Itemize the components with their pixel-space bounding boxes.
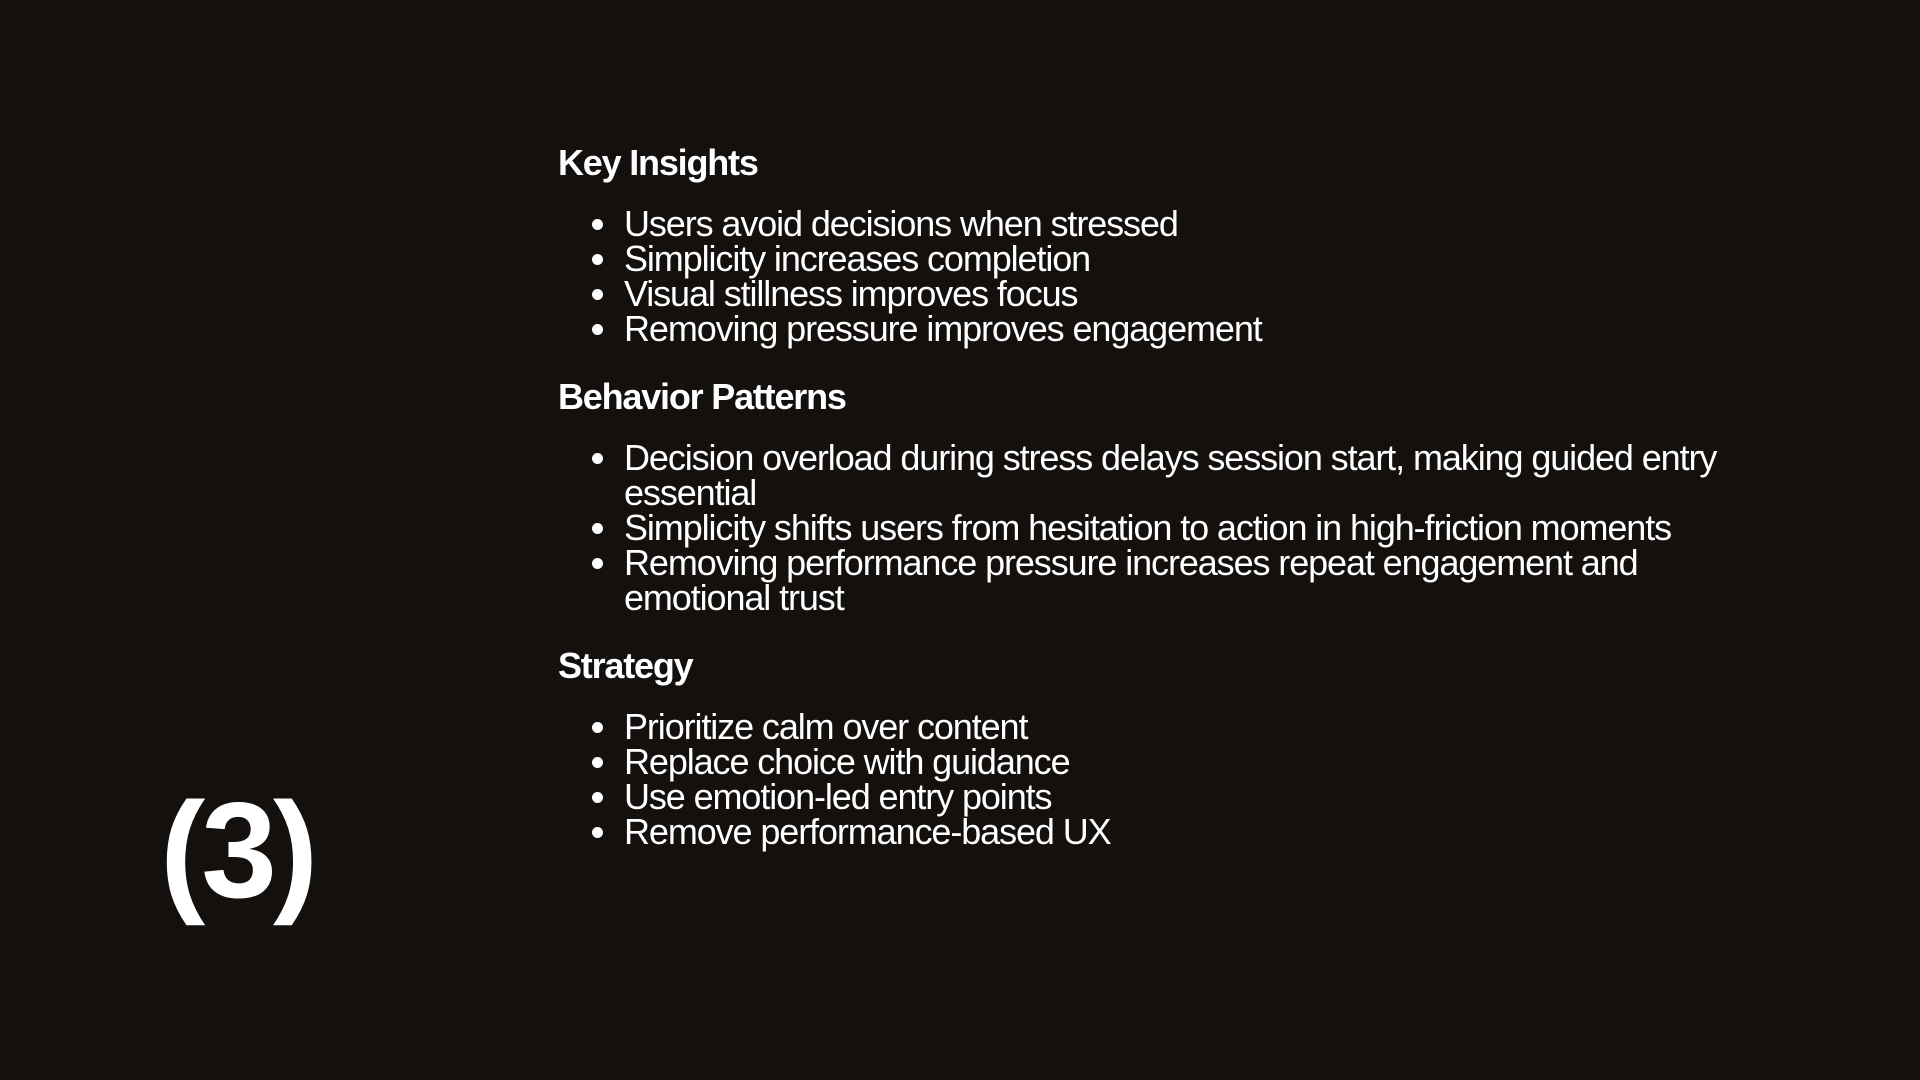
bullet-list [558, 706, 1778, 852]
list-item-text: Users avoid decisions when stressed [624, 203, 1178, 244]
list-item [558, 507, 1778, 548]
list-item-text: Prioritize calm over content [624, 706, 1028, 747]
list-item-text: Decision overload during stress delays session start, making guided entry essential [624, 437, 1717, 513]
bullet-icon [592, 827, 603, 838]
section-strategy [558, 643, 1778, 852]
bullet-icon [592, 453, 603, 464]
bullet-icon [592, 324, 603, 335]
list-item-text: Simplicity shifts users from hesitation to action in high-friction moments [624, 507, 1672, 548]
bullet-icon [592, 219, 603, 230]
section-heading: Key Insights [558, 142, 758, 183]
bullet-icon [592, 757, 603, 768]
list-item-text: Remove performance-based UX [624, 811, 1111, 852]
list-item [558, 776, 1778, 817]
content-area [558, 140, 1778, 877]
list-item-text: Removing pressure improves engagement [624, 308, 1262, 349]
list-item [558, 238, 1778, 279]
bullet-list [558, 437, 1778, 618]
list-item [558, 203, 1778, 244]
section-key-insights [558, 140, 1778, 349]
list-item-text: Removing performance pressure increases repeat engagement and emotional trust [624, 542, 1638, 618]
list-item [558, 741, 1778, 782]
list-item [558, 273, 1778, 314]
bullet-icon [592, 722, 603, 733]
list-item [558, 542, 1778, 618]
list-item [558, 308, 1778, 349]
slide-number: (3) [160, 774, 315, 926]
list-item-text: Use emotion-led entry points [624, 776, 1052, 817]
list-item-text: Visual stillness improves focus [624, 273, 1078, 314]
section-heading: Strategy [558, 645, 693, 686]
list-item [558, 437, 1778, 513]
list-item [558, 811, 1778, 852]
bullet-icon [592, 289, 603, 300]
bullet-icon [592, 558, 603, 569]
list-item-text: Simplicity increases completion [624, 238, 1091, 279]
bullet-icon [592, 523, 603, 534]
list-item-text: Replace choice with guidance [624, 741, 1070, 782]
bullet-icon [592, 792, 603, 803]
list-item [558, 706, 1778, 747]
section-behavior-patterns [558, 374, 1778, 618]
bullet-list [558, 203, 1778, 349]
section-heading: Behavior Patterns [558, 376, 846, 417]
bullet-icon [592, 254, 603, 265]
